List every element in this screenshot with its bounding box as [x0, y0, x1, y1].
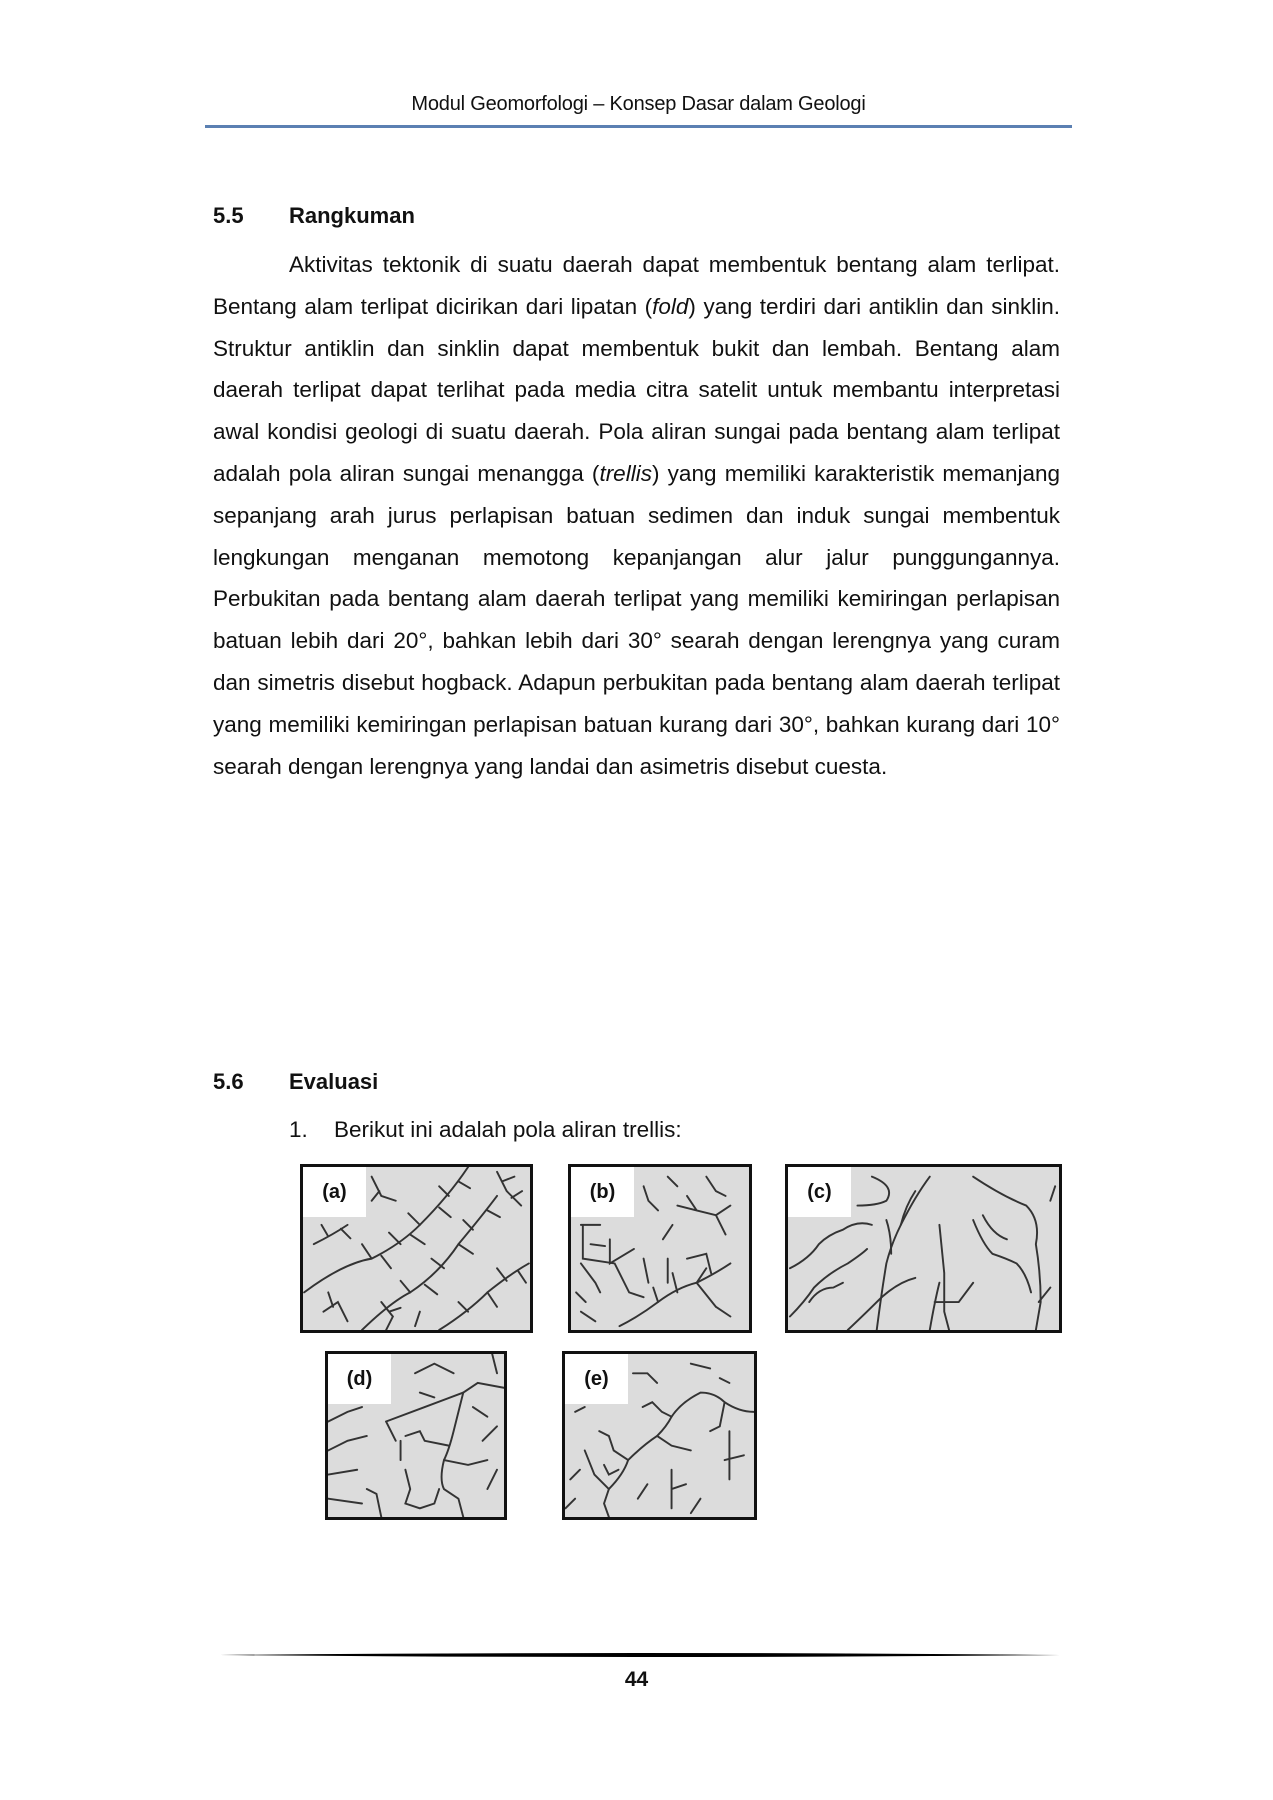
section-number: 5.6 [213, 1069, 244, 1094]
evaluation-question-1 [289, 1117, 682, 1143]
footer-rule [220, 1652, 1060, 1658]
paragraph-text-2: ) yang terdiri dari antiklin dan sinklin. Struktur antiklin dan sinklin dapat membentuk bukit dan lembah. Bentang alam daerah terlipat dapat terlihat pada media citra satelit untuk membantu interpretasi awal kondisi geologi di suatu daerah. Pola aliran sungai pada bentang alam terlipat adalah pola aliran sungai menangga ( [213, 293, 1060, 486]
figure-a-dendritic [300, 1164, 533, 1333]
figure-label: (d) [328, 1354, 391, 1404]
page-number: 44 [624, 1668, 649, 1691]
paragraph-text-3: ) yang memiliki karakteristik memanjang sepanjang arah jurus perlapisan batuan sedimen dan induk sungai membentuk lengkungan menganan memotong kepanjangan alur jalur punggungannya. Perbukitan pada bentang alam daerah terlipat yang memiliki kemiringan perlapisan batuan lebih dari 20°, bahkan lebih dari 30° searah dengan lerengnya yang curam dan simetris disebut hogback. Adapun perbukitan pada bentang alam daerah terlipat yang memiliki kemiringan perlapisan batuan kurang dari 30°, bahkan kurang dari 10° searah dengan lerengnya yang landai dan asimetris disebut cuesta. [213, 460, 1060, 779]
term-fold: fold [652, 293, 689, 319]
header-rule [205, 125, 1072, 128]
figure-e-subdendritic [562, 1351, 757, 1520]
section-number: 5.5 [213, 203, 244, 228]
figure-label: (a) [303, 1167, 366, 1217]
term-trellis: trellis [599, 460, 652, 486]
section-title: Evaluasi [289, 1069, 379, 1094]
section-title: Rangkuman [289, 203, 415, 228]
question-text: Berikut ini adalah pola aliran trellis: [334, 1117, 682, 1142]
figure-b-annular [568, 1164, 752, 1333]
figure-label: (e) [565, 1354, 628, 1404]
figure-label: (b) [571, 1167, 634, 1217]
running-header-title: Modul Geomorfologi – Konsep Dasar dalam Geologi [411, 93, 866, 115]
figure-d-rectangular [325, 1351, 507, 1520]
question-number: 1. [289, 1117, 308, 1142]
section-heading-5-5 [213, 203, 415, 229]
figure-label: (c) [788, 1167, 851, 1217]
paragraph-text-1: Aktivitas tektonik di suatu daerah dapat membentuk bentang alam terlipat. Bentang alam terlipat dicirikan dari lipatan ( [213, 252, 1060, 319]
summary-paragraph [213, 244, 1060, 787]
figure-c-parallel [785, 1164, 1062, 1333]
section-heading-5-6 [213, 1069, 378, 1095]
